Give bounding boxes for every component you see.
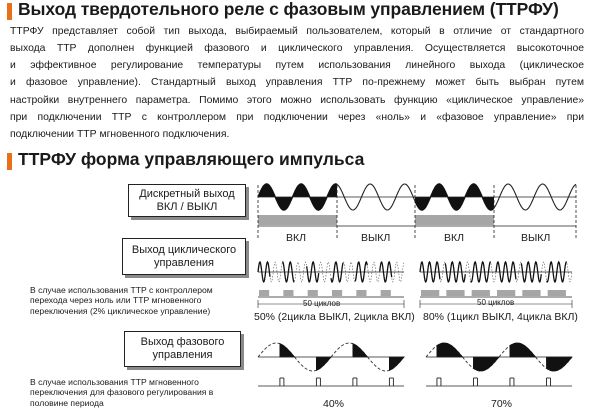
phase-note-line: переключения для фазового регулирования в: [30, 387, 214, 398]
wave-fill: [473, 357, 499, 371]
wave-line: [466, 262, 471, 280]
cyclic-box-line2: управления: [154, 256, 214, 269]
paragraph-line: настройки внутреннего параметра. Помимо этого можно использовать функцию «циклическое управление»: [10, 94, 584, 106]
discrete-box-line2: ВКЛ / ВЫКЛ: [156, 200, 218, 213]
phase-percent-b: 70%: [491, 398, 513, 410]
on-bar: [381, 290, 391, 296]
phase-box-line1: Выход фазового: [140, 336, 225, 348]
phase-percent-a: 40%: [323, 398, 345, 410]
cyclic-note-line: переключения (2% циклическое управление): [30, 305, 211, 316]
paragraph-line: ТТРФУ представляет собой тип выхода, выбираемый пользователем, который в отличие от стандартного: [10, 26, 584, 37]
state-label: ВКЛ: [444, 232, 465, 244]
wave-fill: [316, 357, 331, 370]
page-title: Выход твердотельного реле с фазовым управлением (ТТРФУ): [18, 0, 559, 19]
phase-box-line2: управления: [152, 349, 213, 361]
wave-line: [491, 263, 496, 282]
on-bar: [283, 290, 293, 296]
wave-fill: [353, 344, 368, 357]
on-bar: [548, 290, 566, 296]
wave-line: [567, 263, 572, 282]
cyclic-note-line: В случае использования ТТР с контроллером: [30, 285, 213, 295]
on-bar: [446, 290, 464, 296]
wave-fill: [280, 344, 295, 357]
paragraph-line: и фазовое управление). Стандартный выход управления ТТР по-прежнему может быть выбран путем: [10, 77, 584, 89]
on-bar: [472, 290, 490, 296]
on-bar: [308, 290, 318, 296]
wave-fill: [510, 343, 536, 357]
on-bar: [258, 215, 337, 225]
phase-note-line: половине периода: [30, 397, 104, 408]
cyclic-caption-a: 50% (2цикла ВЫКЛ, 2цикла ВКЛ): [254, 311, 415, 323]
on-bar: [522, 290, 540, 296]
paragraph-line: выхода ТТР дополнен функцией фазового и циклического управления. Осуществляется высокоточное: [10, 43, 584, 55]
cyclic-caption-b: 80% (1цикл ВЫКЛ, 4цикла ВКЛ): [423, 311, 578, 323]
discrete-box-line1: Дискретный выход: [139, 187, 235, 200]
state-label: ВЫКЛ: [521, 232, 551, 244]
on-bar: [259, 290, 269, 296]
paragraph-line: подключении ТТР мгновенного подключения.: [10, 128, 230, 140]
paragraph-line: и эффективное регулирование температуры путем использования линейного выхода (циклическое: [10, 60, 584, 72]
section-subtitle: ТТРФУ форма управляющего импульса: [18, 149, 365, 169]
wave-fill: [389, 357, 404, 370]
cycles-label: 50 циклов: [303, 299, 341, 308]
on-bar: [415, 215, 494, 225]
state-label: ВКЛ: [286, 232, 307, 244]
on-bar: [332, 290, 342, 296]
state-label: ВЫКЛ: [361, 232, 391, 244]
cyclic-note-line: перехода через ноль или ТТР мгновенного: [30, 295, 202, 306]
on-bar: [497, 290, 515, 296]
phase-note-line: В случае использования ТТР мгновенного: [30, 377, 199, 387]
wave-fill: [546, 357, 572, 371]
on-bar: [421, 290, 439, 296]
on-bar: [356, 290, 366, 296]
wave-fill: [437, 343, 463, 357]
cyclic-box-line1: Выход циклического: [131, 243, 237, 256]
wave-line: [542, 262, 547, 280]
paragraph-line: при подключении ТТР с контроллером при подключении через «ноль» и «фазовое управление» при: [10, 111, 584, 123]
cycles-label: 50 циклов: [477, 298, 515, 307]
